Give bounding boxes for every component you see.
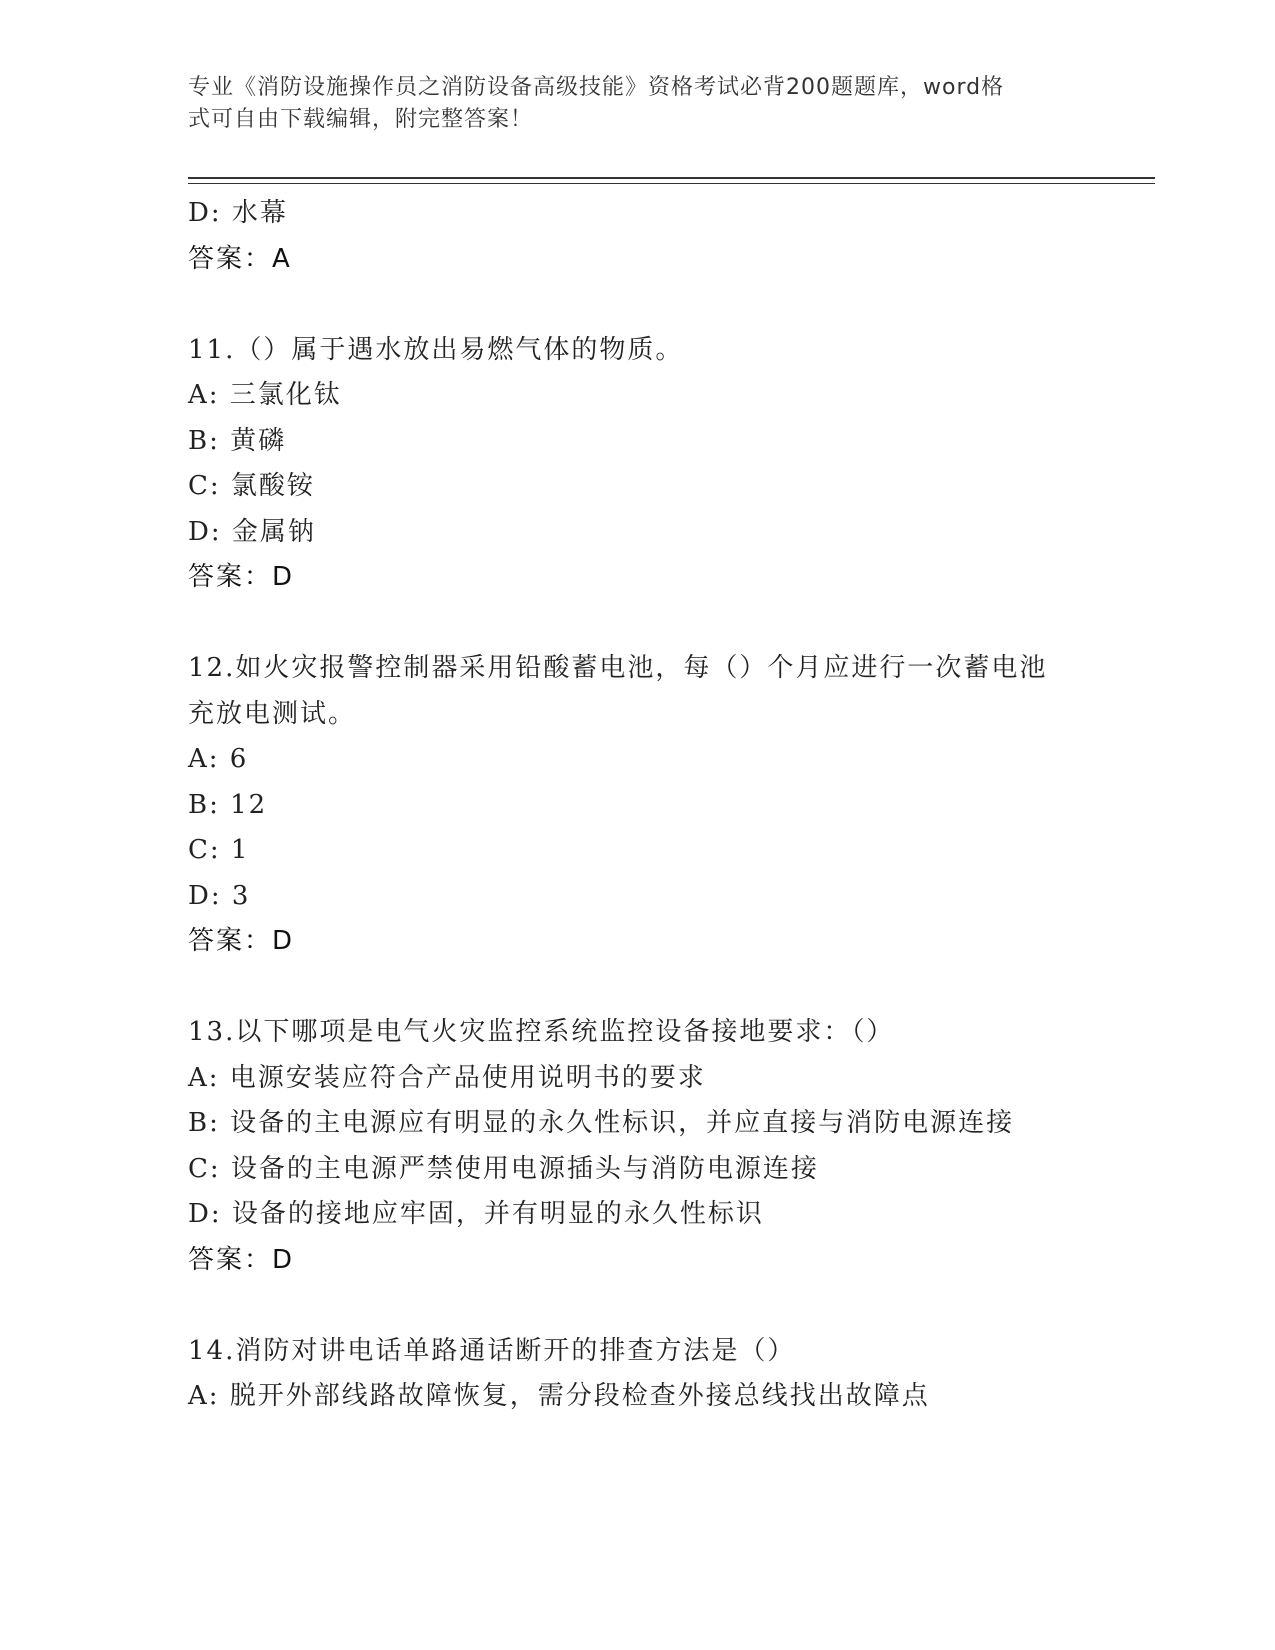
q11-option-a: A: 三氯化钛 [188, 380, 342, 410]
document-header [188, 72, 1068, 136]
header-line-1: 专业《消防设施操作员之消防设备高级技能》资格考试必背200题题库，word格 [188, 75, 1005, 100]
q11-question: 11.（）属于遇水放出易燃气体的物质。 [188, 334, 684, 365]
q12-option-d: D: 3 [188, 880, 251, 911]
q12-option-b: B: 12 [188, 789, 268, 820]
spacer [188, 965, 1088, 1011]
header-line-2: 式可自由下载编辑，附完整答案！ [188, 107, 534, 132]
question-12-block [188, 646, 1088, 965]
q13-answer: 答案：D [188, 1244, 295, 1275]
spacer [188, 601, 1088, 647]
q11-option-d: D: 金属钠 [188, 516, 316, 547]
q11-option-b: B: 黄磷 [188, 425, 287, 456]
q14-option-a: A: 脱开外部线路故障恢复，需分段检查外接总线找出故障点 [188, 1381, 930, 1411]
q11-option-c: C: 氯酸铵 [188, 471, 315, 501]
question-list [188, 191, 1088, 1420]
q14-question: 14.消防对讲电话单路通话断开的排查方法是（） [188, 1335, 796, 1366]
q12-option-a: A: 6 [188, 744, 249, 774]
q12-question-line-1: 12.如火灾报警控制器采用铅酸蓄电池，每（）个月应进行一次蓄电池 [188, 653, 1048, 683]
q10-option-d: D: 水幕 [188, 198, 288, 228]
q11-answer: 答案：D [188, 562, 295, 592]
q12-answer: 答案：D [188, 926, 295, 956]
question-13-block [188, 1010, 1088, 1283]
q13-option-d: D: 设备的接地应牢固，并有明显的永久性标识 [188, 1199, 764, 1229]
question-10-block [188, 191, 1088, 282]
q13-question: 13.以下哪项是电气火灾监控系统监控设备接地要求：（） [188, 1017, 895, 1047]
header-divider-thin [188, 183, 1155, 184]
q10-answer: 答案：A [188, 243, 292, 274]
question-11-block [188, 328, 1088, 601]
q12-question-line-2: 充放电测试。 [188, 698, 357, 729]
header-divider-thick [188, 177, 1155, 179]
question-14-block [188, 1329, 1088, 1420]
spacer [188, 1283, 1088, 1329]
q12-option-c: C: 1 [188, 835, 250, 865]
spacer [188, 282, 1088, 328]
q13-option-a: A: 电源安装应符合产品使用说明书的要求 [188, 1062, 706, 1093]
q13-option-b: B: 设备的主电源应有明显的永久性标识，并应直接与消防电源连接 [188, 1108, 1015, 1138]
q13-option-c: C: 设备的主电源严禁使用电源插头与消防电源连接 [188, 1153, 819, 1184]
